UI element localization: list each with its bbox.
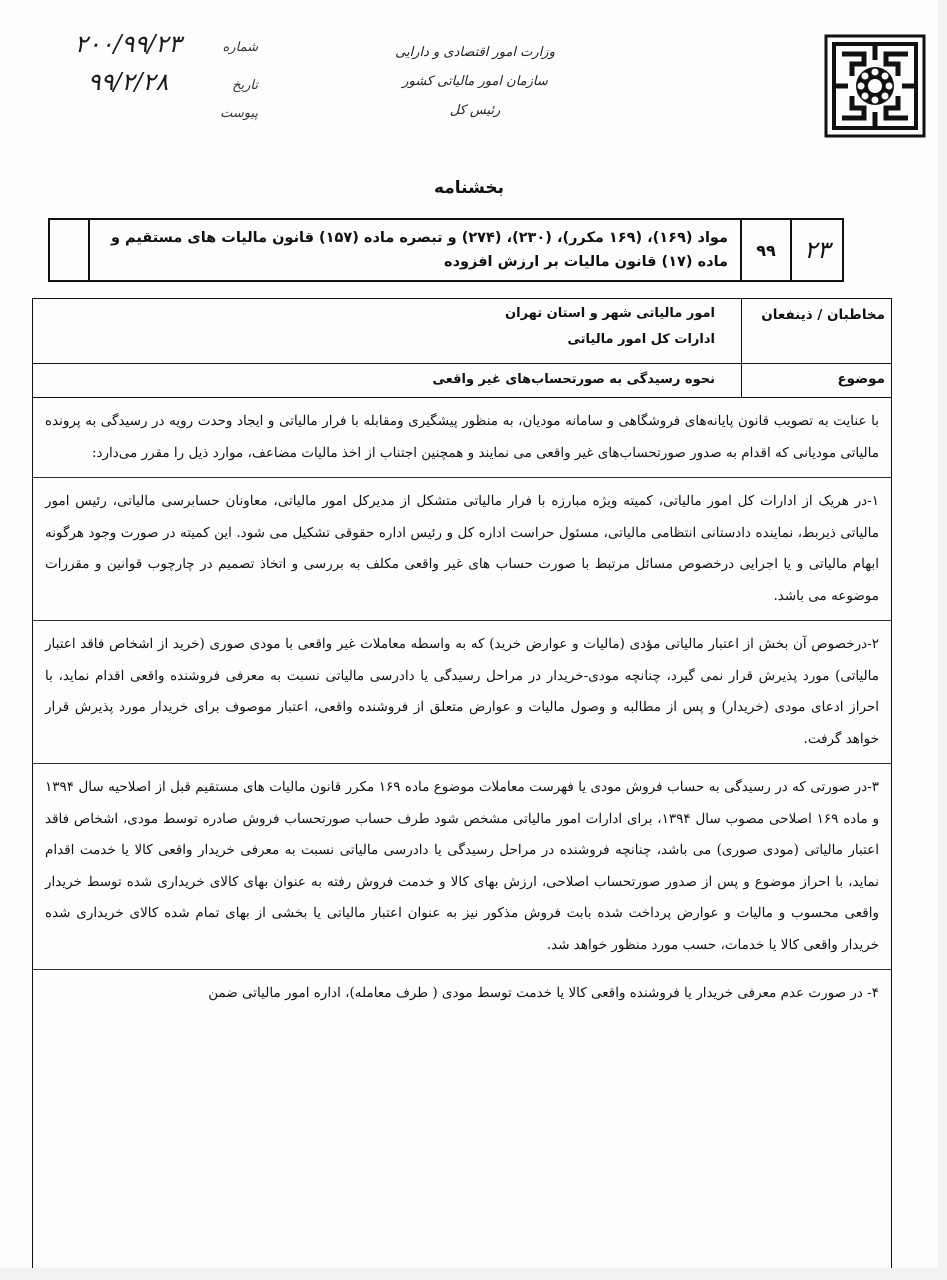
bulletin-legal-subject: مواد (۱۶۹)، (۱۶۹ مکرر)، (۲۳۰)، (۲۷۴) و تبصره ماده (۱۵۷) قانون مالیات های مستقیم و ماده (۱۷) قانون مالیات بر ارزش افزوده: [88, 220, 740, 280]
clause-1: ۱-در هریک از ادارات کل امور مالیاتی، کمیته ویژه مبارزه با فرار مالیاتی متشکل از مدیرکل امور مالیاتی، معاونان حسابرسی مالیاتی، رئیس امور مالیاتی ذیربط، نماینده دادستانی انتظامی مالیاتی، مسئول حراست اداره کل و رئیس اداره حقوقی تشکیل می شود. این کمیته در صورت وجود هرگونه ابهام مالیاتی و یا اجرایی درخصوص مسائل مرتبط با صورت حساب های غیر واقعی مکلف به بررسی و اتخاذ تصمیم در چارچوب قوانین و مقررات موضوعه می باشد.: [33, 477, 891, 612]
clause-4: ۴- در صورت عدم معرفی خریدار یا فروشنده واقعی کالا یا خدمت توسط مودی ( طرف معامله)، اداره امور مالیاتی ضمن: [33, 969, 891, 1010]
date-value: ۹۹/۲/۲۸: [87, 68, 169, 96]
bulletin-year: ۹۹: [740, 220, 790, 280]
clause-2: ۲-درخصوص آن بخش از اعتبار مالیاتی مؤدی (مالیات و عوارض خرید) که به واسطه معاملات غیر واقعی با مودی صوری (خرید از اشخاص فاقد اعتبار مالیاتی) مورد پذیرش قرار نمی گیرد، چنانچه مودی-خریدار در مراحل رسیدگی یا دادرسی مالیاتی نسبت به معرفی فروشنده واقعی اقدام نماید، با احراز ادعای مودی (خریدار) و پس از مطالبه و وصول مالیات و عوارض متعلق از فروشنده واقعی، اعتبار موصوف برای خریدار مورد پذیرش قرار خواهد گرفت.: [33, 620, 891, 755]
letter-metadata: [48, 30, 258, 130]
ministry-line: وزارت امور اقتصادی و دارایی: [395, 45, 555, 60]
date-label: تاریخ: [232, 78, 258, 93]
info-label-column: [741, 299, 891, 397]
intro-paragraph: با عنایت به تصویب قانون پایانه‌های فروشگاهی و سامانه مودیان، به منظور پیشگیری ومقابله با فرار مالیاتی و ایجاد وحدت رویه در رسیدگی به پرونده مالیاتی مودیانی که اقدام به صدور صورتحساب‌های غیر واقعی می نمایند و همچنین اجتناب از اخذ مالیات مضاعف، موارد ذیل را مقرر می‌دارد:: [45, 413, 879, 461]
attachment-label: پیوست: [220, 106, 258, 121]
table-divider: [742, 363, 891, 364]
clause-3: ۳-در صورتی که در رسیدگی به حساب فروش مودی یا فهرست معاملات موضوع ماده ۱۶۹ مکرر قانون مالیات های مستقیم قبل از اصلاحیه سال ۱۳۹۴ و ماده ۱۶۹ اصلاحی مصوب سال ۱۳۹۴، برای ادارات امور مالیاتی مشخص شود طرف حساب صورتحساب فروش صادره توسط مودی، اشخاص فاقد اعتبار مالیاتی (مودی صوری) می باشد، چنانچه فروشنده در مراحل رسیدگی یا دادرسی مالیاتی نسبت به معرفی خریدار واقعی کالا یا خدمت اقدام نماید، با احراز موضوع و پس از صدور صورتحساب اصلاحی، ارزش بهای کالا و خدمت فروش رفته به عنوان بهای کالای خریداری شده توسط خریدار واقعی محسوب و مالیات و عوارض پرداخت شده بابت فروش مذکور نیز به عنوان اعتبار مالیاتی یا بخشی از بهای تمام شده کالای خریداری شده خریدار واقعی کالا یا خدمات، حسب مورد منظور خواهد شد.: [33, 763, 891, 961]
subject-value: نحوه رسیدگی به صورتحساب‌های غیر واقعی: [432, 372, 715, 387]
date-row: [48, 68, 258, 106]
recipients-label: مخاطبان / ذینفعان: [761, 307, 885, 323]
tax-organization-emblem-icon: [824, 34, 926, 138]
table-divider: [33, 363, 741, 364]
number-row: [48, 30, 258, 68]
attachment-row: [48, 106, 258, 130]
bulletin-reference-box: [48, 218, 844, 282]
bulletin-body: [32, 398, 892, 1268]
ministry-heading: [380, 38, 570, 125]
subject-label: موضوع: [837, 371, 885, 387]
bulletin-empty-cell: [50, 220, 88, 280]
number-label: شماره: [222, 40, 258, 55]
recipient-1: امور مالیاتی شهر و استان تهران: [505, 306, 715, 321]
document-title: بخشنامه: [433, 178, 505, 198]
recipient-2: ادارات کل امور مالیاتی: [567, 332, 715, 347]
bulletin-number: ۲۳: [790, 220, 842, 280]
head-line: رئیس کل: [449, 103, 501, 118]
recipients-subject-table: [32, 298, 892, 398]
organization-line: سازمان امور مالیاتی کشور: [402, 74, 548, 89]
number-value: ۲۰۰/۹۹/۲۳: [74, 30, 182, 58]
info-value-column: [33, 299, 741, 397]
